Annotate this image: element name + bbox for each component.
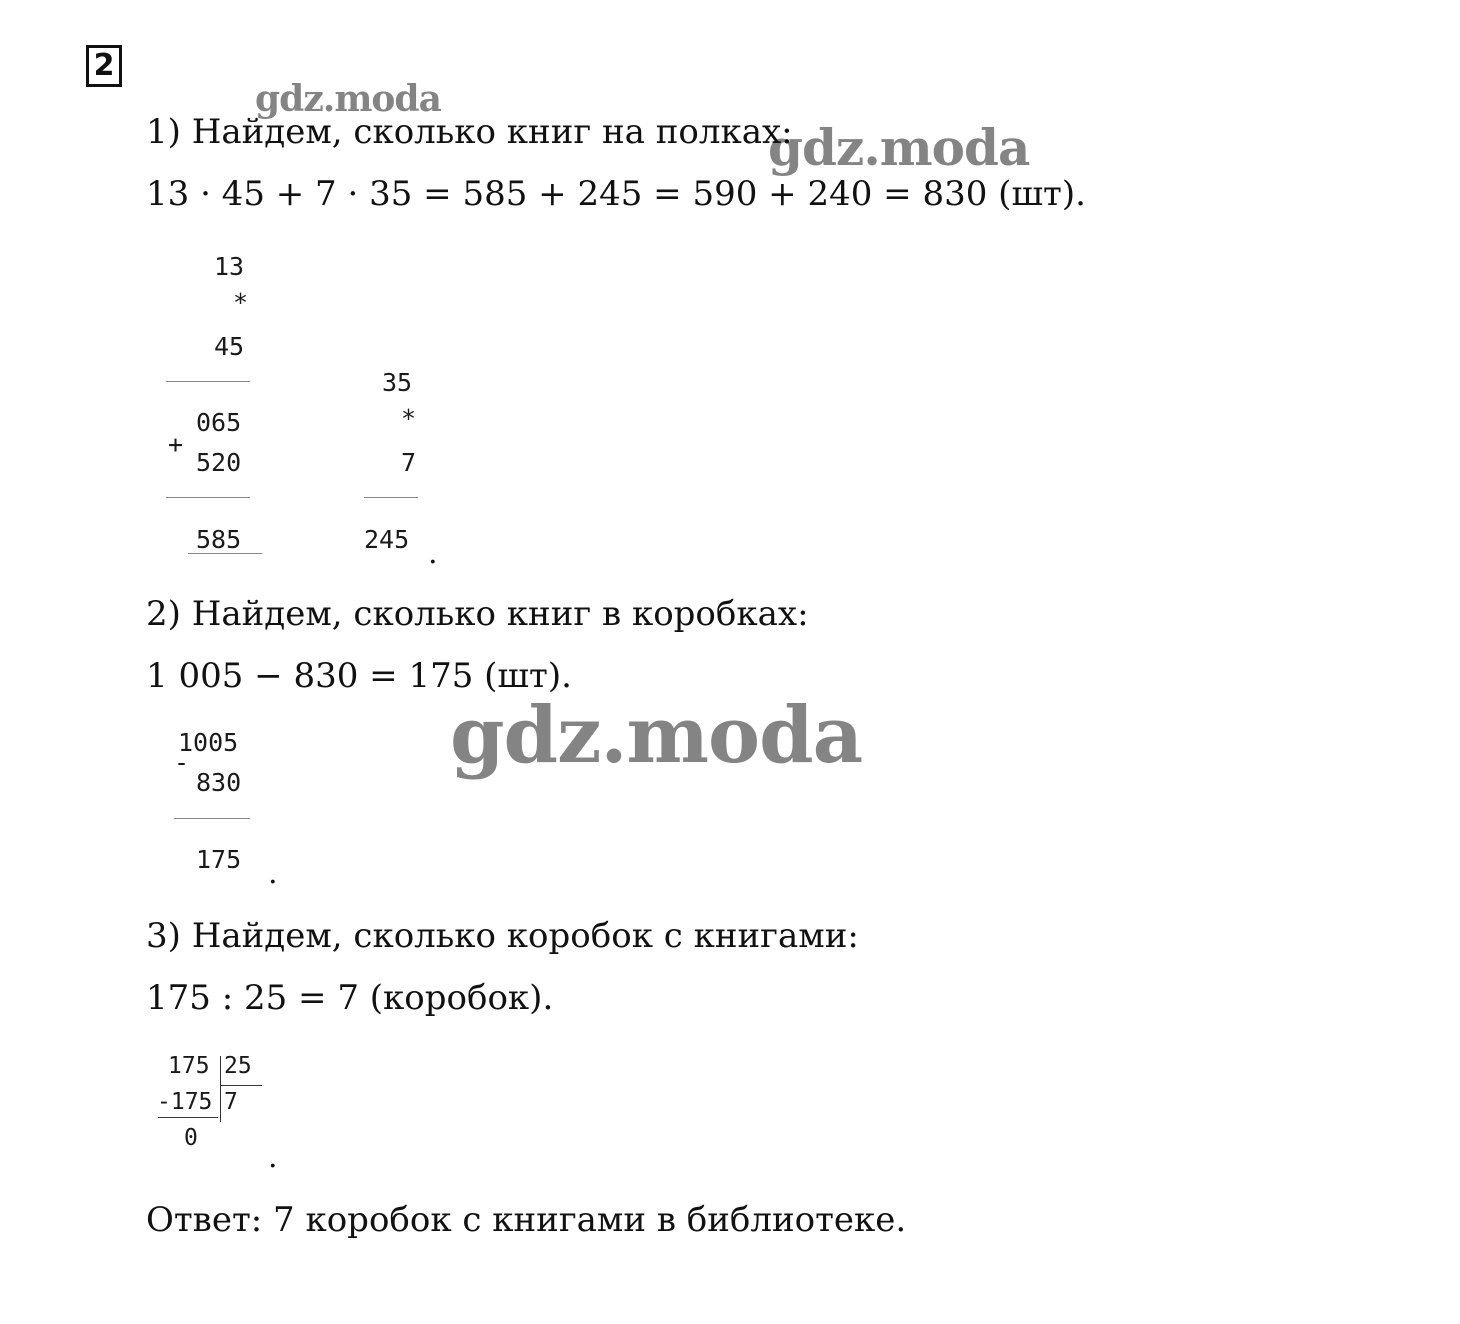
step1-title: 1) Найдем, сколько книг на полках: [146,112,793,152]
div-subtracted: -175 [157,1089,213,1115]
mult1-result: 585 [196,525,242,554]
mult1-factor-b: 45 [214,332,245,361]
div-vertical-bar [220,1056,221,1122]
mult1-operator: * [233,288,249,317]
mult1-result-underline [188,553,262,554]
mult2-factor-a: 35 [382,368,413,397]
step2-end-dot: . [268,856,278,891]
div-remainder-rule [158,1117,218,1118]
sub-subtrahend: 830 [196,768,242,797]
mult1-factor-a: 13 [214,252,245,281]
mult1-plus: + [168,430,184,459]
step1-end-dot: . [428,536,438,571]
step2-equation: 1 005 − 830 = 175 (шт). [146,656,572,696]
mult2-factor-b: 7 [401,448,417,477]
mult2-result: 245 [364,525,410,554]
step3-equation: 175 : 25 = 7 (коробок). [146,978,554,1018]
sub-minuend: 1005 [178,728,239,757]
sub-minus: - [174,748,190,777]
mult1-partial-2: 520 [196,448,242,477]
task-number-badge: 2 [86,45,122,87]
answer-text: Ответ: 7 коробок с книгами в библиотеке. [146,1200,907,1240]
watermark-small: gdz.moda [255,78,441,120]
div-remainder: 0 [184,1125,198,1151]
div-divisor-rule [220,1085,262,1086]
div-divisor: 25 [224,1053,252,1079]
step3-title: 3) Найдем, сколько коробок с книгами: [146,916,859,956]
step3-end-dot: . [268,1140,278,1175]
mult2-operator: * [401,404,417,433]
mult2-rule [364,497,418,498]
sub-result: 175 [196,845,242,874]
div-dividend: 175 [168,1053,210,1079]
div-quotient: 7 [224,1089,238,1115]
mult1-rule-top [166,381,250,382]
step1-equation: 13 · 45 + 7 · 35 = 585 + 245 = 590 + 240 = 830 (шт). [146,174,1086,214]
watermark-large: gdz.moda [450,690,863,781]
mult1-rule-bottom [166,497,250,498]
mult1-partial-1: 065 [196,408,242,437]
sub-rule [174,818,250,819]
step2-title: 2) Найдем, сколько книг в коробках: [146,594,809,634]
watermark-medium: gdz.moda [768,118,1030,177]
